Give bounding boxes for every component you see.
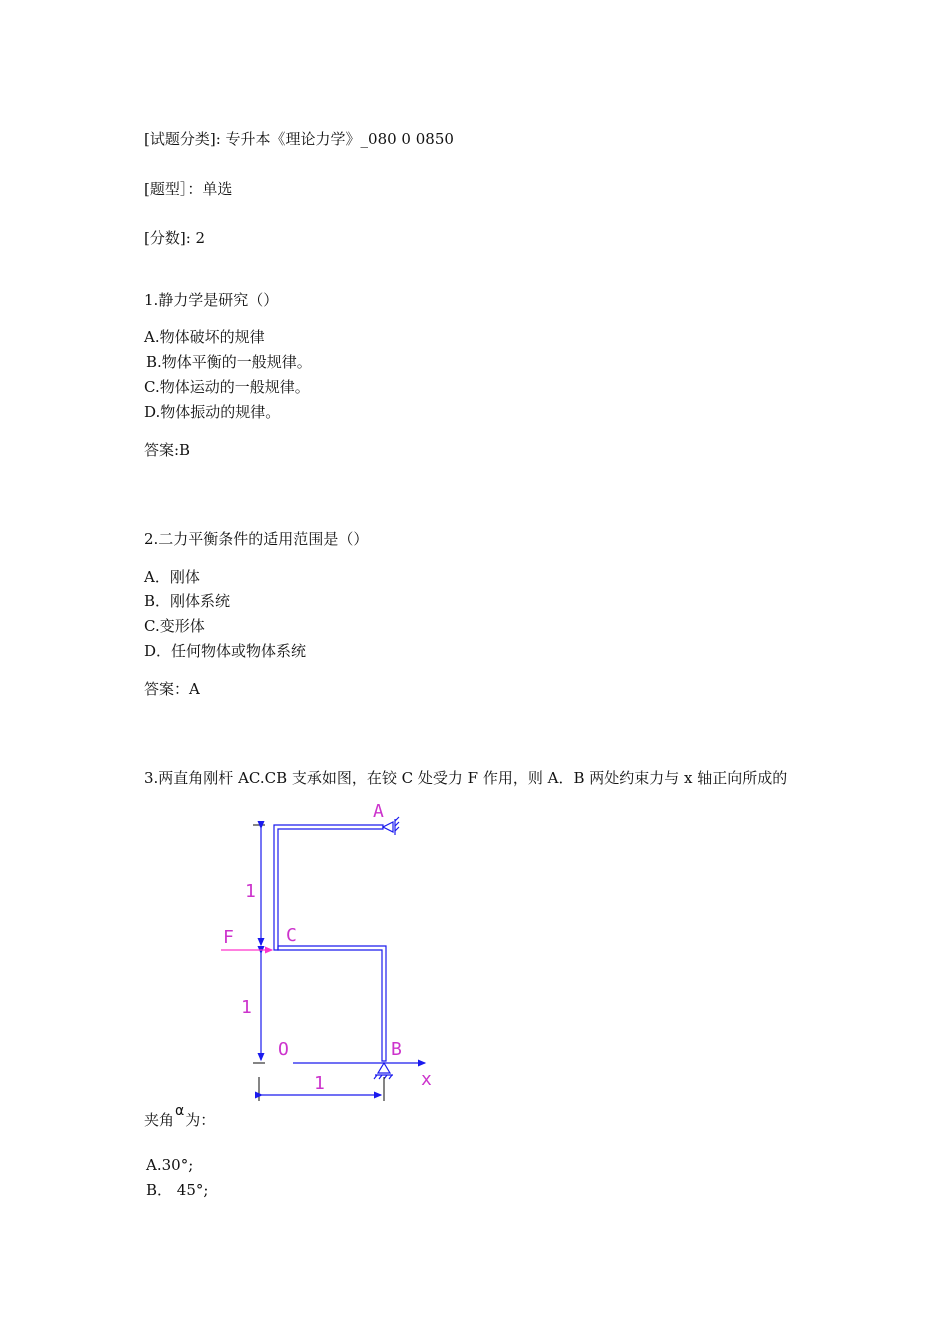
support-a xyxy=(383,822,393,832)
alpha-symbol: α xyxy=(175,1103,185,1119)
question-3-option-a: A.30°; xyxy=(146,1156,194,1174)
question-2-answer: 答案：A xyxy=(144,680,200,698)
label-dim-top: 1 xyxy=(245,881,256,902)
label-o: O xyxy=(278,1039,289,1060)
label-a: A xyxy=(373,801,384,822)
question-2-option-c: C.变形体 xyxy=(144,617,205,635)
header-category: [试题分类]: 专升本《理论力学》_080 0 0850 xyxy=(144,130,454,148)
stem-text-after: 为： xyxy=(185,1111,216,1129)
header-score: [分数]: 2 xyxy=(144,229,206,247)
question-3-stem-continued xyxy=(144,1103,216,1131)
mechanics-figure xyxy=(215,795,445,1107)
question-1-option-d: D.物体振动的规律。 xyxy=(144,403,281,421)
question-2-option-a: A．刚体 xyxy=(144,568,200,586)
label-x: x xyxy=(421,1069,432,1090)
label-b: B xyxy=(391,1039,402,1060)
label-f: F xyxy=(223,927,234,948)
question-1-answer: 答案:B xyxy=(144,441,191,459)
stem-text-before: 夹角 xyxy=(144,1111,175,1129)
question-2-option-d: D．任何物体或物体系统 xyxy=(144,642,307,660)
rod-cb xyxy=(278,946,386,1061)
label-c: C xyxy=(286,925,297,946)
label-dim-horizontal: 1 xyxy=(314,1073,325,1094)
question-2-stem: 2.二力平衡条件的适用范围是（） xyxy=(144,530,369,548)
question-2-option-b: B．刚体系统 xyxy=(144,592,231,610)
question-1-option-c: C.物体运动的一般规律。 xyxy=(144,378,310,396)
question-3-stem: 3.两直角刚杆 AC.CB 支承如图，在铰 C 处受力 F 作用，则 A．B 两处约束力与 x 轴正向所成的 xyxy=(144,769,788,787)
question-1-option-b: B.物体平衡的一般规律。 xyxy=(146,353,312,371)
question-1-option-a: A.物体破坏的规律 xyxy=(144,328,265,346)
label-dim-bottom: 1 xyxy=(241,997,252,1018)
support-b xyxy=(378,1063,390,1073)
question-1-stem: 1.静力学是研究（） xyxy=(144,291,279,309)
header-type: [题型］：单选 xyxy=(144,180,233,198)
question-3-option-b: B． 45°; xyxy=(146,1181,209,1199)
